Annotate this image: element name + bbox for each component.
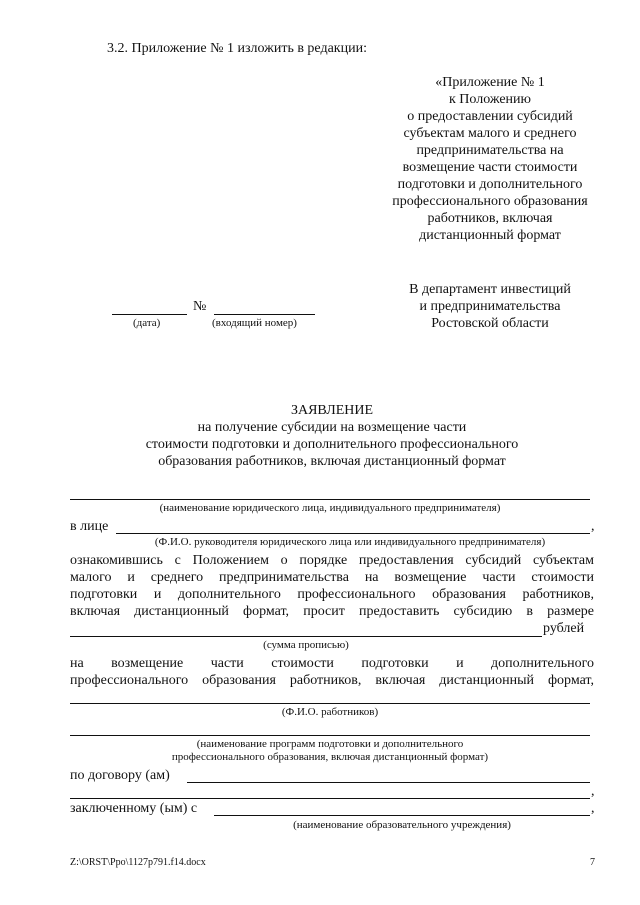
paragraph-line: включая дистанционный формат, просит предоставить субсидию в размере bbox=[70, 604, 594, 619]
title-main: ЗАЯВЛЕНИЕ bbox=[290, 403, 374, 418]
contract-blank[interactable] bbox=[187, 782, 590, 783]
comma: , bbox=[591, 801, 595, 816]
comma: , bbox=[591, 784, 595, 799]
appendix-line: «Приложение № 1 bbox=[435, 75, 545, 90]
contract-label: по договору (ам) bbox=[70, 768, 170, 783]
appendix-heading bbox=[370, 74, 610, 244]
in-person-label: в лице bbox=[70, 519, 109, 534]
document-title bbox=[70, 402, 594, 470]
appendix-line: предпринимательства на bbox=[416, 143, 564, 158]
sum-in-words-blank[interactable] bbox=[70, 636, 542, 637]
programs-caption: (наименование программ подготовки и дополнительного bbox=[196, 738, 464, 750]
workers-caption: (Ф.И.О. работников) bbox=[281, 706, 379, 718]
contract-blank-continued[interactable] bbox=[70, 798, 590, 799]
programs-caption: профессионального образования, включая дистанционный формат) bbox=[171, 751, 489, 763]
paragraph-line: малого и среднего предпринимательства на возмещение части стоимости bbox=[70, 570, 594, 585]
paragraph-line: подготовки и дополнительного профессионального образования работников, bbox=[70, 587, 594, 602]
title-line: образования работников, включая дистанционный формат bbox=[158, 454, 506, 469]
paragraph-line: ознакомившись с Положением о порядке предоставления субсидий субъектам bbox=[70, 553, 594, 568]
rubles-label: рублей bbox=[543, 621, 585, 636]
number-caption: (входящий номер) bbox=[212, 317, 297, 329]
title-line: стоимости подготовки и дополнительного профессионального bbox=[145, 437, 519, 452]
appendix-line: о предоставлении субсидий bbox=[407, 109, 573, 124]
concluded-label: заключенному (ым) с bbox=[70, 801, 198, 816]
addressee-line: Ростовской области bbox=[431, 316, 549, 331]
appendix-line: к Положению bbox=[448, 92, 531, 107]
date-caption: (дата) bbox=[133, 317, 161, 329]
entity-caption: (наименование юридического лица, индивидуального предпринимателя) bbox=[159, 502, 501, 514]
addressee-block bbox=[370, 281, 610, 332]
sum-caption: (сумма прописью) bbox=[263, 639, 349, 651]
page-number: 7 bbox=[590, 857, 595, 868]
appendix-line: возмещение части стоимости bbox=[402, 160, 578, 175]
appendix-line: дистанционный формат bbox=[419, 228, 561, 243]
appendix-line: подготовки и дополнительного bbox=[397, 177, 583, 192]
purpose-line: на возмещение части стоимости подготовки и дополнительного bbox=[70, 656, 594, 671]
appendix-line: субъектам малого и среднего bbox=[403, 126, 577, 141]
addressee-line: В департамент инвестиций bbox=[409, 282, 571, 297]
head-caption: (Ф.И.О. руководителя юридического лица или индивидуального предпринимателя) bbox=[154, 536, 546, 548]
date-blank[interactable] bbox=[112, 314, 187, 315]
incoming-number-blank[interactable] bbox=[214, 314, 315, 315]
entity-name-blank[interactable] bbox=[70, 499, 590, 500]
institution-blank[interactable] bbox=[214, 815, 590, 816]
workers-names-blank[interactable] bbox=[70, 703, 590, 704]
footer-file-path: Z:\ORST\Ppo\1127p791.f14.docx bbox=[70, 857, 206, 868]
programs-blank[interactable] bbox=[70, 735, 590, 736]
title-line: на получение субсидии на возмещение части bbox=[197, 420, 467, 435]
appendix-line: работников, включая bbox=[427, 211, 553, 226]
addressee-line: и предпринимательства bbox=[419, 299, 561, 314]
clause-text: 3.2. Приложение № 1 изложить в редакции: bbox=[107, 41, 367, 56]
purpose-line: профессионального образования работников, включая дистанционный формат, bbox=[70, 673, 594, 688]
comma: , bbox=[591, 519, 595, 534]
number-sign: № bbox=[193, 299, 207, 314]
institution-caption: (наименование образовательного учреждения) bbox=[293, 819, 511, 831]
appendix-line: профессионального образования bbox=[392, 194, 588, 209]
head-name-blank[interactable] bbox=[116, 533, 590, 534]
